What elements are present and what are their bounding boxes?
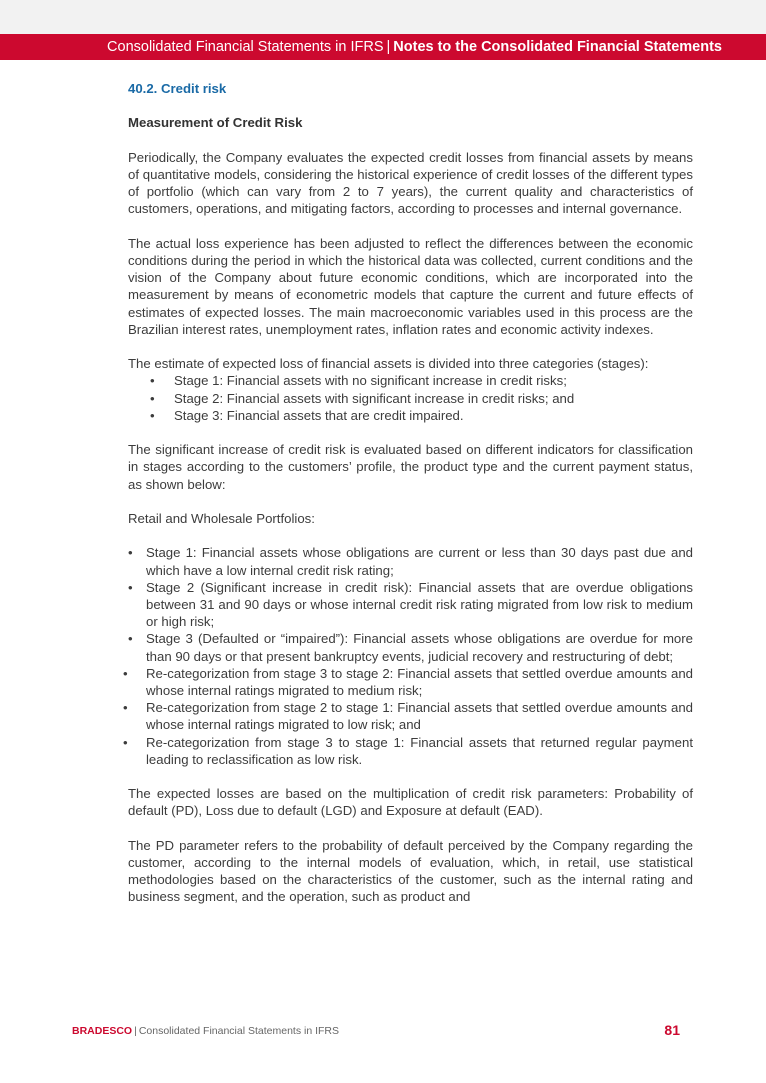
paragraph-indicators: The significant increase of credit risk is evaluated based on different indicators for classification in stages according to the customers’ profile, the product type and the current payment status, as shown below:: [128, 442, 693, 492]
list-item-text: Stage 1: Financial assets with no significant increase in credit risks;: [174, 373, 567, 389]
list-item-text: Re-categorization from stage 3 to stage 2: Financial assets that settled overdue amounts and whose internal ratings migrated to medium risk;: [146, 665, 693, 698]
header-left-text: Consolidated Financial Statements in IFRS: [107, 39, 384, 55]
header-band: [0, 34, 766, 60]
stages-list: [128, 372, 693, 424]
list-item-text: Re-categorization from stage 3 to stage 1: Financial assets that returned regular payment leading to reclassification as low risk.: [146, 734, 693, 767]
bullet-icon: •: [128, 545, 133, 561]
bullet-icon: •: [150, 407, 155, 423]
list-item: [128, 544, 693, 578]
list-item: [128, 372, 693, 389]
bullet-icon: •: [150, 373, 155, 389]
footer-caption: [72, 1025, 339, 1037]
bullet-icon: •: [123, 665, 128, 681]
list-item-text: Stage 2 (Significant increase in credit risk): Financial assets that are overdue obligations between 31 and 90 days or whose internal credit risk rating migrated from low risk to medium or high risk;: [146, 579, 693, 630]
list-item-text: Stage 3 (Defaulted or “impaired”): Financial assets whose obligations are overdue for more than 90 days or that present bankruptcy events, judicial recovery and restructuring of debt;: [146, 631, 693, 664]
page-footer: [72, 1022, 680, 1042]
list-item: [128, 407, 693, 424]
list-item-text: Stage 1: Financial assets whose obligations are current or less than 30 days past due and which have a low internal credit risk rating;: [146, 545, 693, 578]
paragraph-evaluation: Periodically, the Company evaluates the expected credit losses from financial assets by means of quantitative models, considering the historical experience of credit losses of the different types of portfolio (which can vary from 2 to 7 years), the current quality and characteristics of customers, operations, and mitigating factors, according to processes and internal governance.: [128, 149, 693, 217]
page-content: [123, 80, 693, 906]
footer-text: Consolidated Financial Statements in IFRS: [138, 1025, 340, 1037]
paragraph-stages-intro: The estimate of expected loss of financial assets is divided into three categories (stages):: [128, 356, 649, 372]
list-item-text: Re-categorization from stage 2 to stage 1: Financial assets that settled overdue amounts and whose internal ratings migrated to low risk; and: [146, 700, 693, 733]
portfolio-heading: Retail and Wholesale Portfolios:: [128, 510, 315, 526]
list-item: [128, 630, 693, 664]
list-item-text: Stage 3: Financial assets that are credit impaired.: [174, 407, 464, 423]
footer-separator: |: [134, 1025, 137, 1037]
page-number: 81: [664, 1022, 680, 1038]
list-item: [128, 390, 693, 407]
bullet-icon: •: [123, 734, 128, 750]
header-separator: |: [386, 39, 391, 55]
paragraph-pd: The PD parameter refers to the probability of default perceived by the Company regarding the customer, according to the internal models of evaluation, which, in retail, use statistical methodologies based on the characteristics of the customer, such as the internal rating and business segment, and the operation, such as product and: [128, 837, 693, 905]
footer-brand: BRADESCO: [72, 1025, 133, 1037]
header-title: [107, 34, 722, 60]
list-item: [128, 579, 693, 631]
bullet-icon: •: [123, 700, 128, 716]
list-item-text: Stage 2: Financial assets with significant increase in credit risks; and: [174, 390, 575, 406]
bullet-icon: •: [150, 390, 155, 406]
top-margin: [0, 0, 766, 34]
bullet-icon: •: [128, 631, 133, 647]
paragraph-loss-experience: The actual loss experience has been adjusted to reflect the differences between the economic conditions during the period in which the historical data was collected, current conditions and the vision of the Company about future economic conditions, which are incorporated into the measurement by means of econometric models that capture the current and future effects of estimates of expected losses. The main macroeconomic variables used in this process are the Brazilian interest rates, unemployment rates, inflation rates and economic activity indexes.: [128, 235, 693, 337]
section-title: 40.2. Credit risk: [128, 81, 227, 96]
list-item: [123, 665, 693, 699]
paragraph-expected-losses: The expected losses are based on the multiplication of credit risk parameters: Probability of default (PD), Loss due to default (LGD) and Exposure at default (EAD).: [128, 786, 693, 819]
list-item: [123, 734, 693, 768]
bullet-icon: •: [128, 579, 133, 595]
portfolio-list: [123, 544, 693, 768]
section-subtitle: Measurement of Credit Risk: [128, 115, 303, 131]
header-right-text: Notes to the Consolidated Financial Statements: [393, 39, 722, 55]
list-item: [123, 699, 693, 733]
